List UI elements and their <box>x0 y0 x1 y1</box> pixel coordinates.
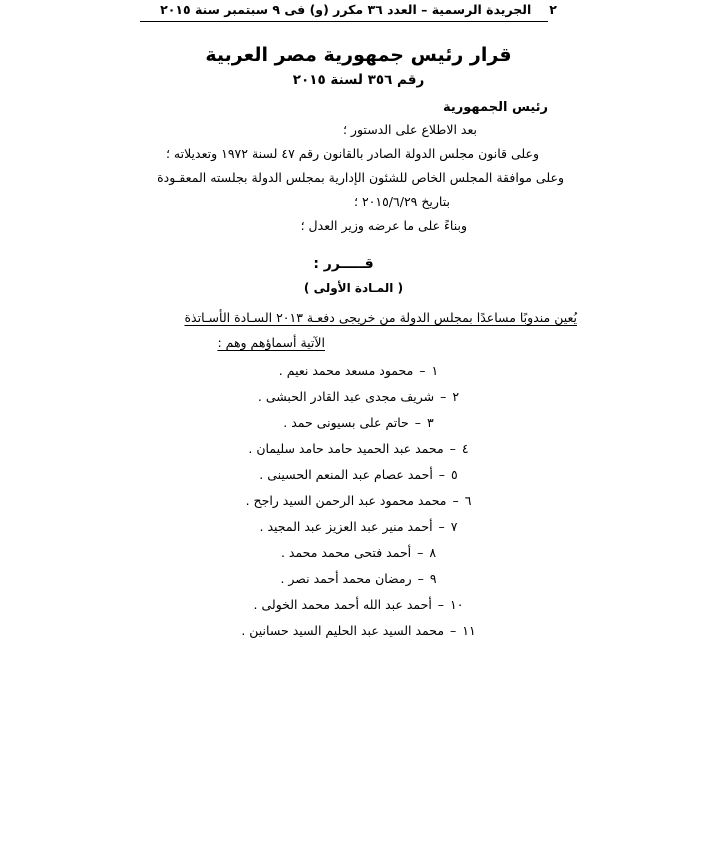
name-dash: – <box>415 363 430 378</box>
name-dash: – <box>413 545 428 560</box>
article-heading: ( المـادة الأولى ) <box>303 281 404 295</box>
name-index: ٨ <box>429 545 437 560</box>
name-terminator: . <box>280 545 289 560</box>
appointee-name: محمد السيد عبد الحليم السيد حسانين <box>249 623 445 638</box>
article-text-line: الآتية أسماؤهم وهم : <box>217 335 325 350</box>
name-dash: – <box>436 389 451 404</box>
appointee-name: محمد عبد الحميد حامد حامد سليمان <box>256 441 444 456</box>
page-number: ٢ <box>549 2 557 17</box>
appointee-name: أحمد عبد الله أحمد محمد الخولى <box>261 597 432 612</box>
name-terminator: . <box>245 493 254 508</box>
gazette-issue-line: الجريدة الرسمية – العدد ٣٦ مكرر (و) فى ٩ سبتمبر سنة ٢٠١٥ <box>160 2 532 17</box>
name-index: ٣ <box>426 415 434 430</box>
preamble-clause: وبناءً على ما عرضه وزير العدل ؛ <box>300 218 467 233</box>
article-text-line: يُعين مندوبًا مساعدًا بمجلس الدولة من خريجى دفعـة ٢٠١٣ السـادة الأسـاتذة <box>184 310 577 325</box>
name-terminator: . <box>248 441 257 456</box>
document-title: قرار رئيس جمهورية مصر العربية <box>205 44 512 66</box>
list-item <box>0 410 717 436</box>
list-item <box>0 618 717 644</box>
name-dash: – <box>433 597 449 612</box>
name-terminator: . <box>259 467 268 482</box>
list-item <box>0 488 717 514</box>
name-dash: – <box>413 571 428 586</box>
list-item <box>0 592 717 618</box>
name-dash: – <box>434 467 450 482</box>
name-dash: – <box>434 519 449 534</box>
appointee-name: شريف مجدى عبد القادر الحبشى <box>265 389 435 404</box>
preamble-clause: وعلى موافقة المجلس الخاص للشئون الإدارية بمجلس الدولة بجلسته المعقـودة <box>157 170 564 185</box>
appointee-name: أحمد منير عبد العزيز عبد المجيد <box>267 519 433 534</box>
name-index: ٥ <box>451 467 458 482</box>
appointee-name: محمود مسعد محمد نعيم <box>286 363 414 378</box>
name-index: ١ <box>431 363 439 378</box>
appointee-name: رمضان محمد أحمد نصر <box>288 571 412 586</box>
name-index: ٩ <box>429 571 437 586</box>
name-index: ٤ <box>461 441 469 456</box>
list-item <box>0 436 717 462</box>
running-header <box>0 0 717 26</box>
name-terminator: . <box>283 415 292 430</box>
list-item <box>0 462 717 488</box>
name-terminator: . <box>257 389 266 404</box>
name-terminator: . <box>241 623 250 638</box>
header-divider-rule <box>140 21 548 22</box>
preamble-clause: بعد الاطلاع على الدستور ؛ <box>342 122 477 137</box>
name-dash: – <box>448 493 463 508</box>
name-index: ٢ <box>452 389 460 404</box>
appointee-name: أحمد فتحى محمد محمد <box>288 545 412 560</box>
name-index: ١١ <box>462 623 476 638</box>
appointee-name: محمد محمود عبد الرحمن السيد راجح <box>253 493 447 508</box>
issuing-authority: رئيس الجمهورية <box>443 100 548 115</box>
appointee-name: حاتم على بسيونى حمد <box>291 415 409 430</box>
document-subtitle: رقم ٣٥٦ لسنة ٢٠١٥ <box>292 72 425 88</box>
list-item <box>0 514 717 540</box>
appointee-name: أحمد عصام عبد المنعم الحسينى <box>267 467 433 482</box>
article-body <box>0 305 717 355</box>
preamble-block <box>0 98 717 238</box>
name-terminator: . <box>280 571 289 586</box>
header-text-line <box>0 2 717 17</box>
list-item <box>0 566 717 592</box>
name-dash: – <box>446 623 461 638</box>
name-index: ٧ <box>450 519 458 534</box>
name-dash: – <box>410 415 425 430</box>
list-item <box>0 358 717 384</box>
name-terminator: . <box>259 519 268 534</box>
name-index: ٦ <box>464 493 472 508</box>
name-terminator: . <box>253 597 262 612</box>
preamble-clause: بتاريخ ٢٠١٥/٦/٢٩ ؛ <box>354 194 450 209</box>
decree-keyword: قـــــرر : <box>313 256 374 272</box>
list-item <box>0 540 717 566</box>
name-index: ١٠ <box>450 597 464 612</box>
preamble-clause: وعلى قانون مجلس الدولة الصادر بالقانون رقم ٤٧ لسنة ١٩٧٢ وتعديلاته ؛ <box>165 146 539 161</box>
appointee-names-list <box>0 358 717 644</box>
name-terminator: . <box>278 363 287 378</box>
list-item <box>0 384 717 410</box>
name-dash: – <box>445 441 460 456</box>
